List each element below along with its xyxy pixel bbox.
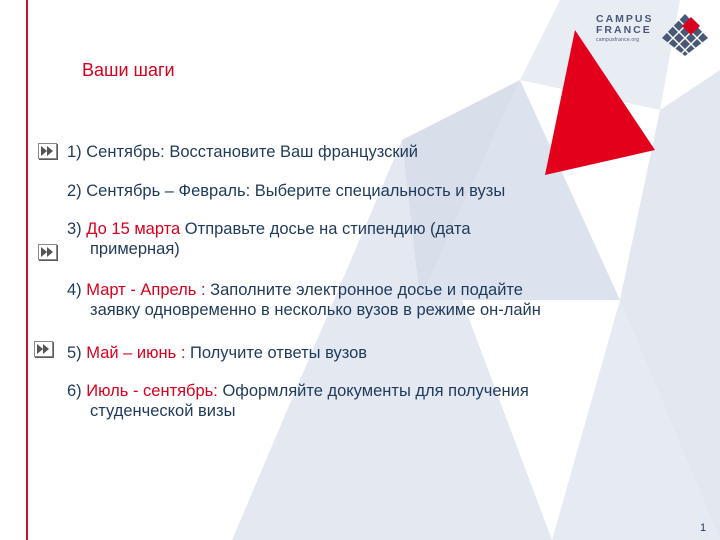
step-date: Сентябрь:: [86, 143, 165, 161]
left-accent-bar: [26, 0, 28, 540]
step-text-continued: студенческой визы: [90, 402, 236, 420]
step-item-3: [67, 219, 471, 259]
logo-line1: CAMPUS: [596, 13, 654, 25]
step-number: 1): [67, 143, 82, 161]
step-date: Май – июнь :: [86, 344, 186, 362]
bullet-icon: [38, 143, 57, 159]
slide-title: Ваши шаги: [82, 60, 175, 80]
step-item-1: [67, 142, 418, 162]
step-text: Восстановите Ваш французский: [164, 143, 419, 161]
step-date: Июль - сентябрь:: [86, 382, 218, 400]
step-date: Сентябрь – Февраль:: [86, 182, 251, 200]
step-item-2: [67, 181, 505, 201]
page-number: 1: [700, 522, 707, 534]
bullet-icon: [34, 341, 53, 357]
step-text: Заполните электронное досье и подайте: [205, 281, 523, 299]
step-text: Оформляйте документы для получения: [217, 382, 529, 400]
step-text-continued: заявку одновременно в несколько вузов в режиме он-лайн: [90, 301, 541, 319]
step-number: 4): [67, 281, 82, 299]
step-item-6: [67, 381, 529, 421]
logo-line2: FRANCE: [596, 24, 652, 36]
step-number: 3): [67, 220, 82, 238]
step-item-5: [67, 343, 367, 363]
step-text: Получите ответы вузов: [185, 344, 368, 362]
step-text: Выберите специальность и вузы: [250, 182, 506, 200]
logo-diamond-icon: [660, 12, 710, 58]
step-item-4: [67, 280, 541, 320]
step-number: 5): [67, 344, 82, 362]
campus-france-logo: [596, 8, 714, 60]
bullet-icon: [38, 244, 57, 260]
step-number: 6): [67, 382, 82, 400]
step-date: Март - Апрель :: [86, 281, 206, 299]
step-text-continued: примерная): [90, 240, 180, 258]
step-date: До 15 марта: [86, 220, 181, 238]
logo-url: campusfrance.org: [596, 37, 640, 43]
step-text: Отправьте досье на стипендию (дата: [180, 220, 471, 238]
step-number: 2): [67, 182, 82, 200]
